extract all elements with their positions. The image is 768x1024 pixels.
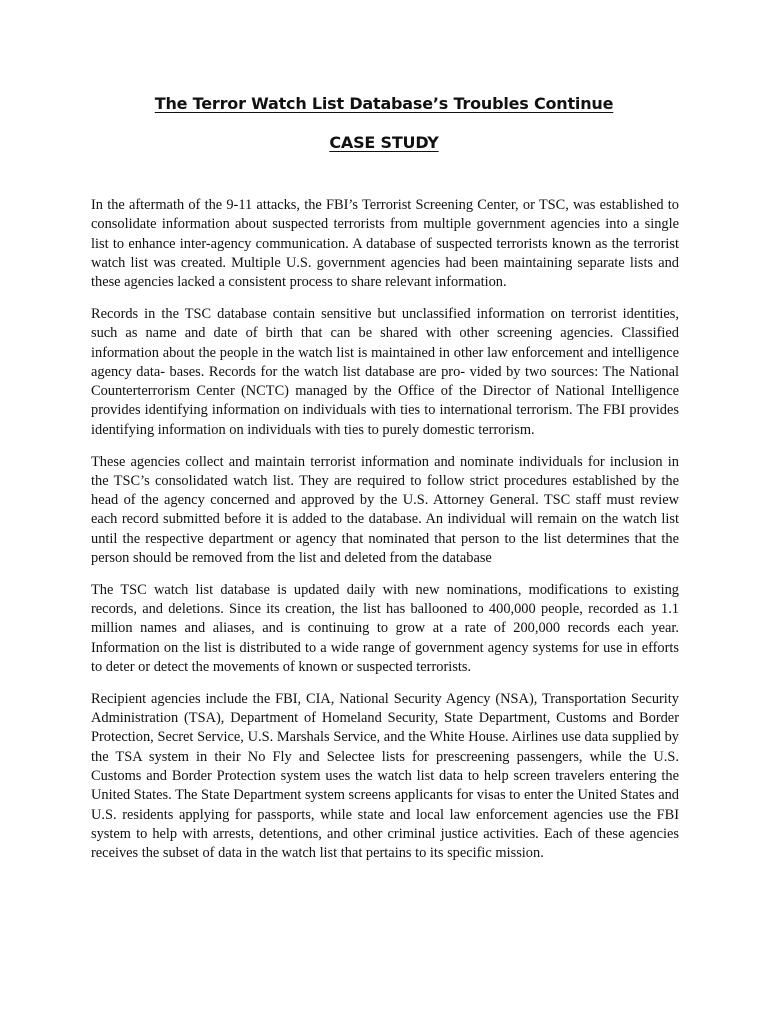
- document-title: The Terror Watch List Database’s Troubles Continue: [154, 94, 614, 113]
- document-body: [91, 196, 679, 876]
- paragraph: Recipient agencies include the FBI, CIA, National Security Agency (NSA), Transportation Security Administration (TSA), Department of Homeland Security, State Department, Customs and Border Protection, Secret Service, U.S. Marshals Service, and the White House. Airlines use data supplied by the TSA system in their No Fly and Selectee lists for prescreening passengers, while the U.S. Customs and Border Protection system uses the watch list data to help screen travelers entering the United States. The State Department system screens applicants for visas to enter the United States and U.S. residents applying for passports, while state and local law enforcement agencies use the FBI system to help with arrests, detentions, and other criminal justice activities. Each of these agencies receives the subset of data in the watch list that pertains to its specific mission.: [91, 690, 679, 862]
- paragraph: These agencies collect and maintain terrorist information and nominate individuals for inclusion in the TSC’s consolidated watch list. They are required to follow strict procedures established by the head of the agency concerned and approved by the U.S. Attorney General. TSC staff must review each record submitted before it is added to the database. An individual will remain on the watch list until the respective department or agency that nominated that person to the list determines that the person should be removed from the list and deleted from the database: [91, 453, 679, 567]
- paragraph: The TSC watch list database is updated daily with new nominations, modifications to existing records, and deletions. Since its creation, the list has ballooned to 400,000 people, recorded as 1.1 million names and aliases, and is continuing to grow at a rate of 200,000 records each year. Information on the list is distributed to a wide range of government agency systems for use in efforts to deter or detect the movements of known or suspected terrorists.: [91, 581, 679, 676]
- paragraph: In the aftermath of the 9-11 attacks, the FBI’s Terrorist Screening Center, or TSC, was established to consolidate information about suspected terrorists from multiple government agencies into a single list to enhance inter-agency communication. A database of suspected terrorists known as the terrorist watch list was created. Multiple U.S. government agencies had been maintaining separate lists and these agencies lacked a consistent process to share relevant information.: [91, 197, 679, 291]
- document-subtitle: CASE STUDY: [329, 133, 439, 152]
- paragraph: Records in the TSC database contain sensitive but unclassified information on terrorist identities, such as name and date of birth that can be shared with other screening agencies. Classified information about the people in the watch list is maintained in other law enforcement and intelligence agency data- bases. Records for the watch list database are pro- vided by two sources: The National Counterterrorism Center (NCTC) managed by the Office of the Director of National Intelligence provides identifying information on individuals with ties to international terrorism. The FBI provides identifying information on individuals with ties to purely domestic terrorism.: [91, 305, 679, 438]
